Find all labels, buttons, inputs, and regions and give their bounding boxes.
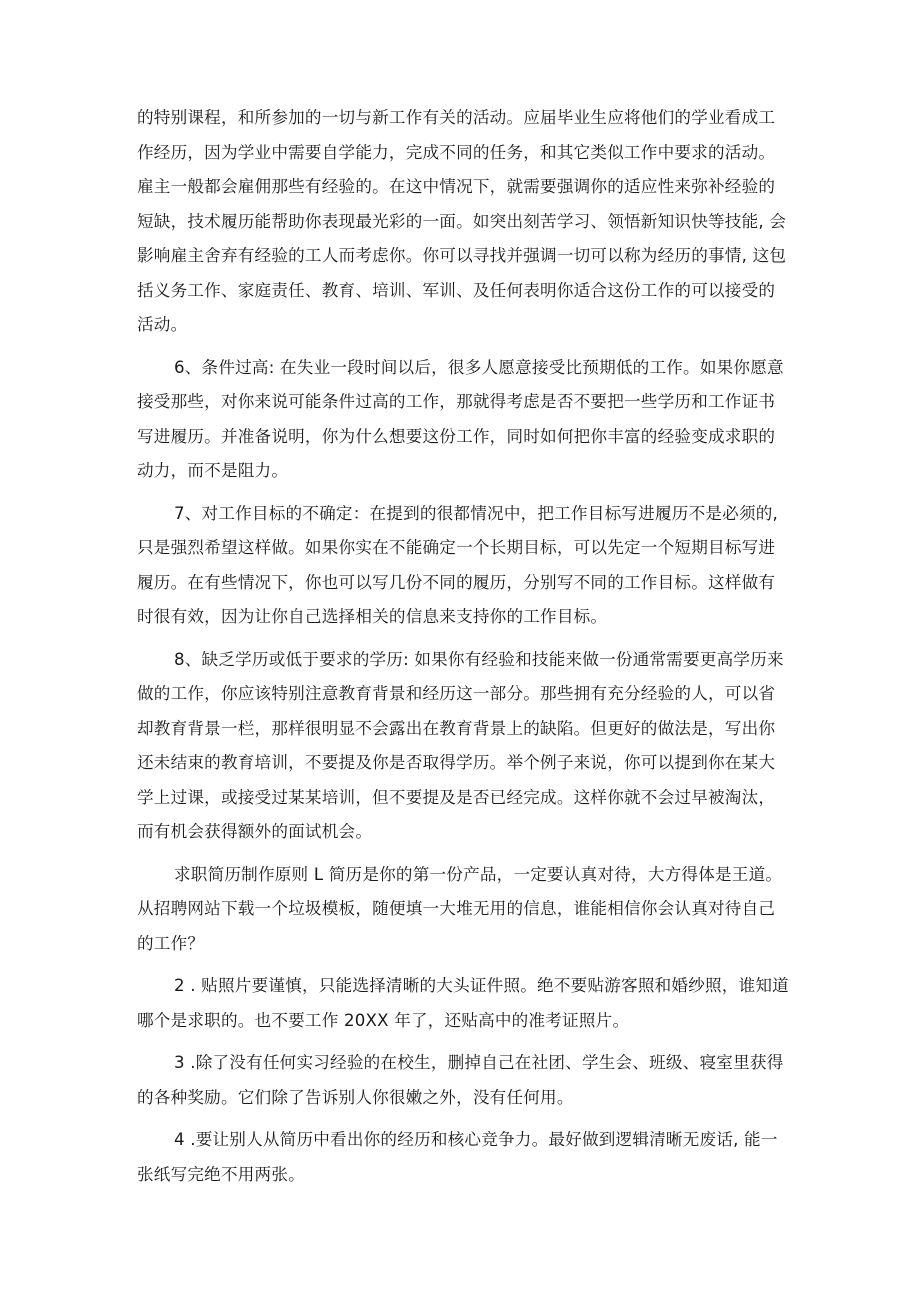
text-line: 雇主一般都会雇佣那些有经验的。在这中情况下，就需要强调你的适应性来弥补经验的 bbox=[137, 177, 776, 196]
paragraph-item-7 bbox=[137, 497, 797, 635]
text-line: 张纸写完绝不用两张。 bbox=[137, 1164, 305, 1184]
text-line: 4 .要让别人从简历中看出你的经历和核心竞争力。最好做到逻辑清晰无废话, 能一 bbox=[174, 1130, 778, 1149]
text-line: 从招聘网站下载一个垃圾模板，随便填一大堆无用的信息，谁能相信你会认真对待自己 bbox=[137, 899, 776, 918]
text-line: 8、缺乏学历或低于要求的学历: 如果你有经验和技能来做一份通常需要更高学历来 bbox=[174, 649, 784, 669]
text-line: 时很有效，因为让你自己选择相关的信息来支持你的工作目标。 bbox=[137, 607, 608, 626]
text-line: 还未结束的教育培训，不要提及你是否取得学历。举个例子来说，你可以提到你在某大 bbox=[137, 753, 776, 772]
text-line: 2 . 贴照片要谨慎，只能选择清晰的大头证件照。绝不要贴游客照和婚纱照，谁知道 bbox=[174, 976, 789, 995]
paragraph-principles bbox=[137, 858, 797, 962]
text-line: 动力，而不是阻力。 bbox=[137, 461, 289, 480]
paragraph-rule-2 bbox=[137, 969, 797, 1038]
paragraph-item-6 bbox=[137, 351, 797, 489]
text-line: 6、条件过高: 在失业一段时间以后，很多人愿意接受比预期低的工作。如果你愿意 bbox=[174, 357, 784, 377]
text-line: 求职简历制作原则 L 简历是你的第一份产品，一定要认真对待，大方得体是王道。 bbox=[174, 864, 783, 884]
paragraph-rule-4 bbox=[137, 1123, 797, 1192]
text-line: 却教育背景一栏，那样很明显不会露出在教育背景上的缺陷。但更好的做法是，写出你 bbox=[137, 718, 776, 738]
text-line: 做的工作，你应该特别注意教育背景和经历这一部分。那些拥有充分经验的人，可以省 bbox=[137, 684, 776, 703]
text-line: 哪个是求职的。也不要工作 20XX 年了，还贴高中的准考证照片。 bbox=[137, 1010, 630, 1030]
text-line: 的特别课程，和所参加的一切与新工作有关的活动。应届毕业生应将他们的学业看成工 bbox=[137, 108, 776, 127]
text-line: 7、对工作目标的不确定：在提到的很都情况中，把工作目标写进履历不是必须的, bbox=[174, 503, 779, 523]
text-line: 的工作？ bbox=[137, 933, 205, 953]
paragraph-rule-3 bbox=[137, 1046, 797, 1115]
text-line: 影响雇主舍弃有经验的工人而考虑你。你可以寻找并强调一切可以称为经历的事情, 这包 bbox=[137, 246, 787, 265]
document-body bbox=[137, 101, 797, 1192]
paragraph-item-8 bbox=[137, 643, 797, 850]
text-line: 而有机会获得额外的面试机会。 bbox=[137, 822, 373, 841]
text-line: 写进履历。并准备说明，你为什么想要这份工作，同时如何把你丰富的经验变成求职的 bbox=[137, 426, 776, 446]
text-line: 括义务工作、家庭责任、教育、培训、军训、及任何表明你适合这份工作的可以接受的 bbox=[137, 280, 776, 300]
text-line: 接受那些，对你来说可能条件过高的工作，那就得考虑是否不要把一些学历和工作证书 bbox=[137, 392, 776, 411]
text-line: 履历。在有些情况下，你也可以写几份不同的履历，分别写不同的工作目标。这样做有 bbox=[137, 572, 776, 592]
text-line: 3 .除了没有任何实习经验的在校生，删掉自己在社团、学生会、班级、寝室里获得 bbox=[174, 1053, 784, 1072]
text-line: 活动。 bbox=[137, 315, 188, 334]
text-line: 学上过课，或接受过某某培训，但不要提及是否已经完成。这样你就不会过早被淘汰， bbox=[137, 787, 776, 807]
paragraph-intro-continued bbox=[137, 101, 797, 343]
text-line: 作经历，因为学业中需要自学能力，完成不同的任务，和其它类似工作中要求的活动。 bbox=[137, 142, 776, 162]
text-line: 的各种奖励。它们除了告诉别人你很嫩之外，没有任何用。 bbox=[137, 1087, 574, 1107]
text-line: 短缺，技术履历能帮助你表现最光彩的一面。如突出刻苦学习、领悟新知识快等技能, 会 bbox=[137, 211, 787, 231]
text-line: 只是强烈希望这样做。如果你实在不能确定一个长期目标，可以先定一个短期目标写进 bbox=[137, 538, 776, 557]
